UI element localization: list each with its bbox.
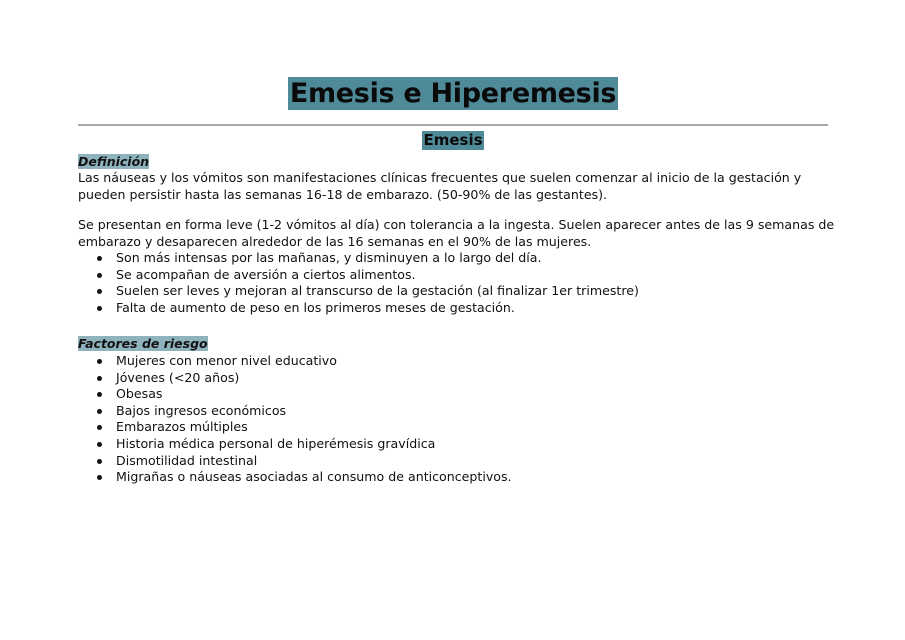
list-item [78, 469, 838, 486]
list-item-text: Se acompañan de aversión a ciertos alimentos. [116, 266, 416, 282]
definition-label: Definición [78, 154, 150, 169]
list-item [78, 386, 838, 403]
bullet-icon [97, 442, 102, 447]
risk-factors-label: Factores de riesgo [78, 336, 208, 351]
definition-paragraph-2: Se presentan en forma leve (1-2 vómitos al día) con tolerancia a la ingesta. Suelen aparecer antes de las 9 semanas de embarazo y desaparecen alrededor de las 16 semanas en el 90% de las mujeres. [78, 217, 835, 249]
list-item-text: Migrañas o náuseas asociadas al consumo de anticonceptivos. [116, 469, 512, 485]
bullet-icon [97, 459, 102, 464]
list-item [78, 419, 838, 436]
bullet-icon [97, 392, 102, 397]
list-item-text: Suelen ser leves y mejoran al transcurso de la gestación (al finalizar 1er trimestre) [116, 283, 639, 299]
list-item-text: Embarazos múltiples [116, 419, 248, 435]
list-item [78, 453, 838, 470]
subtitle-container [78, 130, 828, 150]
list-item [78, 436, 838, 453]
list-item-text: Dismotilidad intestinal [116, 452, 258, 468]
definition-bullet-list [78, 250, 838, 316]
bullet-icon [97, 359, 102, 364]
list-item-text: Historia médica personal de hiperémesis gravídica [116, 435, 436, 451]
bullet-icon [97, 376, 102, 381]
horizontal-divider [78, 124, 828, 126]
list-item-text: Jóvenes (<20 años) [116, 369, 240, 385]
list-item-text: Son más intensas por las mañanas, y disminuyen a lo largo del día. [116, 250, 542, 266]
title-container [78, 77, 828, 110]
risk-factors-section [78, 333, 838, 486]
list-item-text: Falta de aumento de peso en los primeros meses de gestación. [116, 299, 515, 315]
list-item-text: Mujeres con menor nivel educativo [116, 353, 337, 368]
bullet-icon [97, 273, 102, 278]
list-item [78, 250, 838, 267]
definition-paragraph-1: Las náuseas y los vómitos son manifestaciones clínicas frecuentes que suelen comenzar al inicio de la gestación y pueden persistir hasta las semanas 16-18 de embarazo. (50-90% de las gestantes). [78, 170, 802, 202]
list-item-text: Bajos ingresos económicos [116, 402, 287, 418]
section-title: Emesis [423, 131, 483, 149]
list-item [78, 403, 838, 420]
risk-factors-bullet-list [78, 353, 838, 486]
list-item [78, 353, 838, 370]
list-item [78, 300, 838, 317]
bullet-icon [97, 256, 102, 261]
bullet-icon [97, 306, 102, 311]
document-title: Emesis e Hiperemesis [289, 78, 617, 109]
bullet-icon [97, 425, 102, 430]
bullet-icon [97, 289, 102, 294]
bullet-icon [97, 475, 102, 480]
definition-details [78, 217, 838, 317]
list-item-text: Obesas [116, 386, 163, 402]
list-item [78, 283, 838, 300]
bullet-icon [97, 409, 102, 414]
list-item [78, 267, 838, 284]
list-item [78, 370, 838, 387]
definition-section [78, 151, 838, 203]
